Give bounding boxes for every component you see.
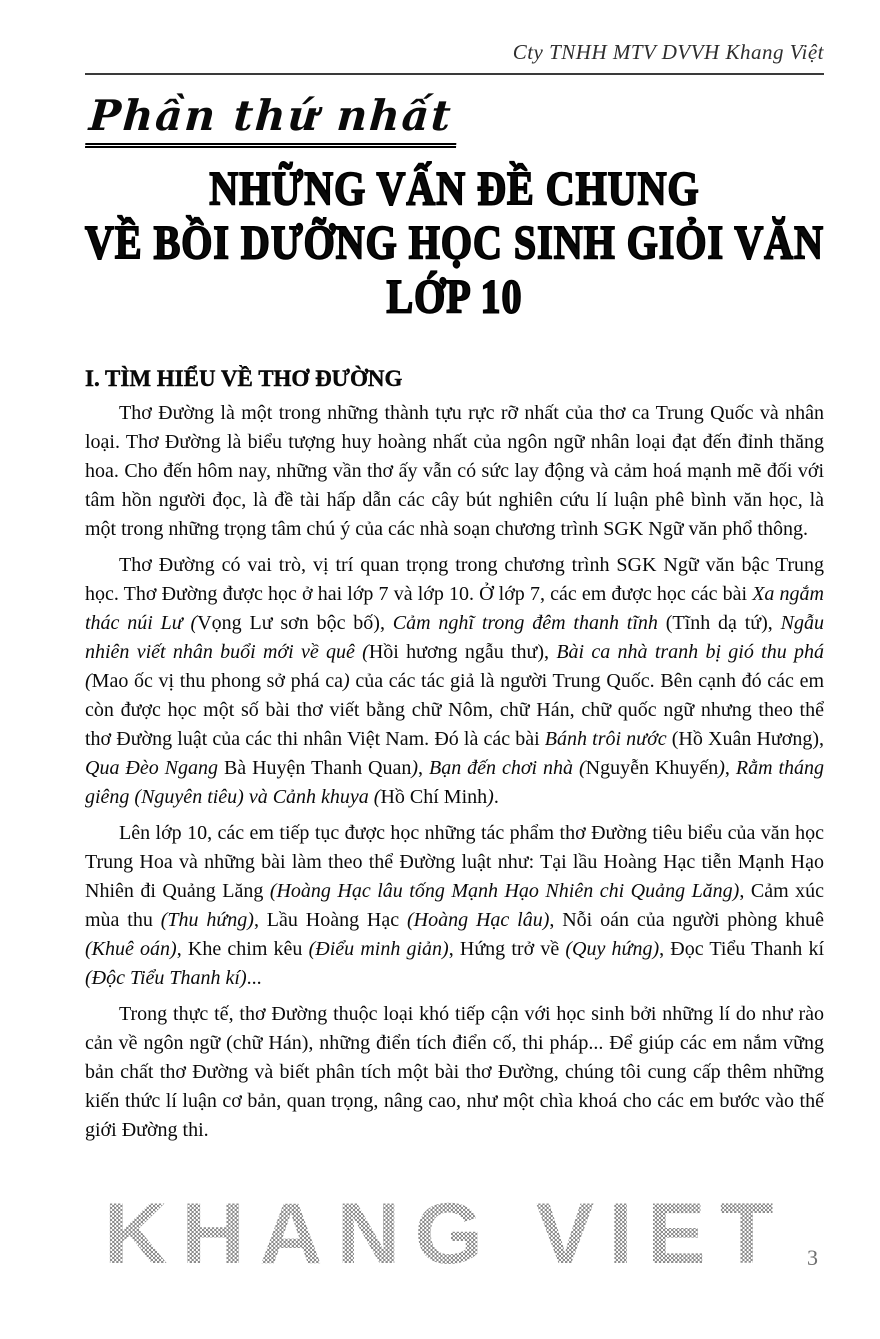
page-content bbox=[85, 0, 824, 1145]
publisher-watermark: KHANG VIET bbox=[104, 1186, 788, 1282]
main-title-line-1: NHỮNG VẤN ĐỀ CHUNG bbox=[209, 161, 700, 215]
paragraph-4: Trong thực tế, thơ Đường thuộc loại khó tiếp cận với học sinh bởi những lí do như rào cản về ngôn ngữ (chữ Hán), những điển tích điển cố, thi pháp... Để giúp các em nắm vững bản chất thơ Đường và biết phân tích một bài thơ Đường, chúng tôi cung cấp thêm những kiến thức lí luận cơ bản, quan trọng, nâng cao, như một chìa khoá cho các em bước vào thế giới Đường thi. bbox=[85, 1003, 824, 1141]
main-title bbox=[85, 162, 824, 324]
paragraph-1: Thơ Đường là một trong những thành tựu rực rỡ nhất của thơ ca Trung Quốc và nhân loại. Thơ Đường là biểu tượng huy hoàng nhất của ngôn ngữ nhân loại đạt đến đỉnh thăng hoa. Cho đến hôm nay, những vần thơ ấy vẫn có sức lay động và cảm hoá mạnh mẽ đối với tâm hồn người đọc, là đề tài hấp dẫn các cây bút nghiên cứu lí luận phê bình văn học, là một trong những trọng tâm chú ý của các nhà soạn chương trình SGK Ngữ văn phổ thông. bbox=[85, 402, 824, 540]
body-text bbox=[85, 399, 824, 1145]
section-heading: I. TÌM HIỂU VỀ THƠ ĐƯỜNG bbox=[85, 366, 403, 391]
part-title: Phần thứ nhất bbox=[85, 91, 460, 148]
header-company-name: Cty TNHH MTV DVVH Khang Việt bbox=[512, 40, 824, 64]
main-title-line-3: LỚP 10 bbox=[386, 269, 523, 323]
part-title-row bbox=[85, 75, 824, 148]
page-number: 3 bbox=[807, 1245, 818, 1270]
main-title-line-2: VỀ BỒI DƯỠNG HỌC SINH GIỎI VĂN bbox=[85, 215, 824, 269]
paragraph-3: Lên lớp 10, các em tiếp tục được học những tác phẩm thơ Đường tiêu biểu của văn học Trung Hoa và những bài làm theo thể Đường luật như: Tại lầu Hoàng Hạc tiễn Mạnh Hạo Nhiên đi Quảng Lăng (Hoàng Hạc lâu tống Mạnh Hạo Nhiên chi Quảng Lăng), Cảm xúc mùa thu (Thu hứng), Lầu Hoàng Hạc (Hoàng Hạc lâu), Nỗi oán của người phòng khuê (Khuê oán), Khe chim kêu (Điểu minh giản), Hứng trở về (Quy hứng), Đọc Tiểu Thanh kí (Độc Tiểu Thanh kí)... bbox=[85, 822, 824, 989]
paragraph-2: Thơ Đường có vai trò, vị trí quan trọng trong chương trình SGK Ngữ văn bậc Trung học. Thơ Đường được học ở hai lớp 7 và lớp 10. Ở lớp 7, các em được học các bài Xa ngắm thác núi Lư (Vọng Lư sơn bộc bố), Cảm nghĩ trong đêm thanh tĩnh (Tĩnh dạ tứ), Ngẫu nhiên viết nhân buổi mới về quê (Hồi hương ngẫu thư), Bài ca nhà tranh bị gió thu phá (Mao ốc vị thu phong sở phá ca) của các tác giả là người Trung Quốc. Bên cạnh đó các em còn được học một số bài thơ viết bằng chữ Nôm, chữ Hán, chữ quốc ngữ nhưng theo thể thơ Đường luật của các thi nhân Việt Nam. Đó là các bài Bánh trôi nước (Hồ Xuân Hương), Qua Đèo Ngang Bà Huyện Thanh Quan), Bạn đến chơi nhà (Nguyễn Khuyến), Rằm tháng giêng (Nguyên tiêu) và Cảnh khuya (Hồ Chí Minh). bbox=[85, 554, 825, 808]
